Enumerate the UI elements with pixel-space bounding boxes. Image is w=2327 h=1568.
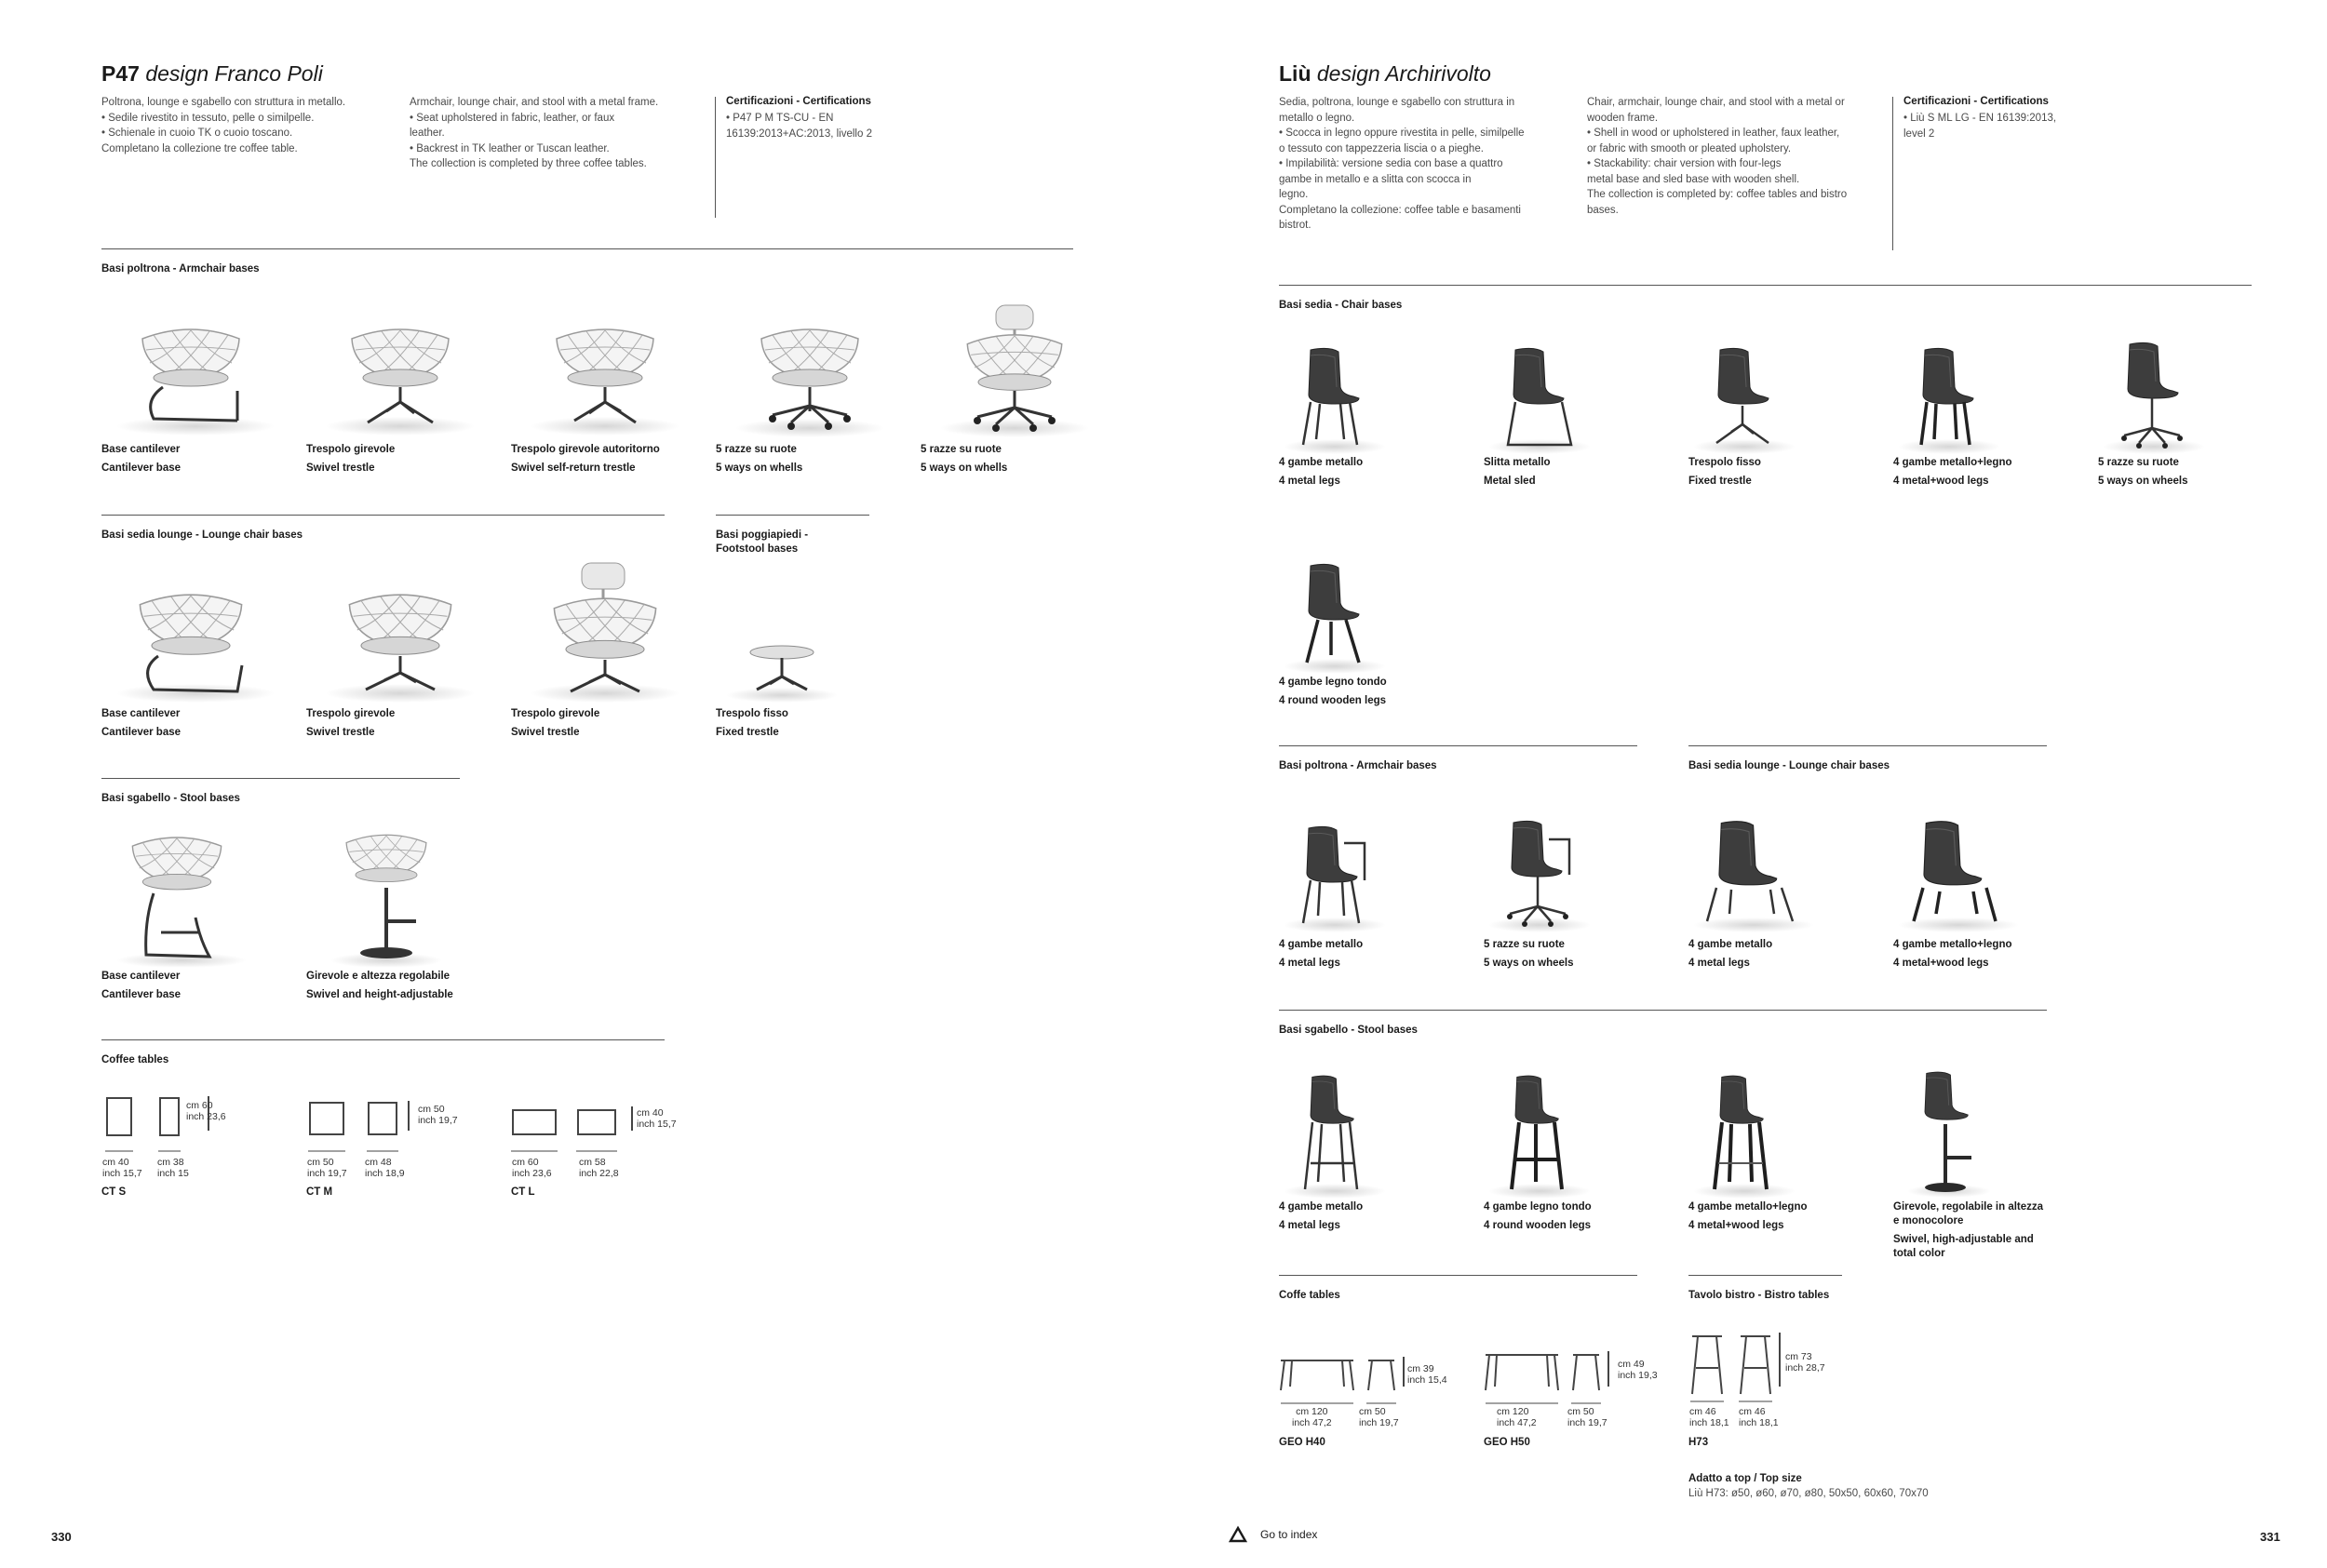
- left-stool-figure-swivel-adjustable: [312, 828, 489, 968]
- caption-en: 5 ways on whells: [921, 462, 1008, 474]
- right-bistro-width: cm 46 inch 18,1: [1689, 1406, 1729, 1428]
- left-cert-heading: Certificazioni - Certifications: [726, 96, 871, 107]
- caption-it: 4 gambe metallo+legno: [1893, 457, 2012, 468]
- caption-it: Girevole, regolabile in altezza e monocolore: [1893, 1201, 2044, 1226]
- left-lounge-rule: [101, 515, 665, 516]
- caption-it: Girevole e altezza regolabile: [306, 971, 451, 982]
- caption-en: Metal sled: [1484, 476, 1536, 487]
- left-armchair-figure-self-return: [517, 298, 693, 437]
- caption-en: Swivel trestle: [306, 462, 375, 474]
- right-desc-it: Sedia, poltrona, lounge e sgabello con struttura in metallo o legno. • Scocca in legno oppure rivestita in pelle, similpelle o tessuto con tappezzeria liscia o a pieghe. • Impilabilità: versione sedia con base a quattro gambe in metallo e a slitta con scocca in legno. Completano la collezione: coffee table e basamenti bistrot.: [1279, 97, 1525, 231]
- caption-en: Fixed trestle: [716, 727, 779, 738]
- left-page-number: 330: [51, 1530, 72, 1544]
- left-cert-text: • P47 P M TS-CU - EN 16139:2013+AC:2013, livello 2: [726, 113, 872, 140]
- caption-it: Base cantilever: [101, 444, 181, 455]
- right-geo-h50-width: cm 120 inch 47,2: [1497, 1406, 1537, 1428]
- caption-en: Swivel trestle: [306, 727, 375, 738]
- right-lounge-figure-4-metal: [1688, 810, 1847, 935]
- right-chair-figure-wheels: [2098, 335, 2256, 456]
- right-lounge-caption-1: [1688, 938, 1772, 971]
- right-top-size-heading: Adatto a top / Top size: [1688, 1473, 1802, 1484]
- left-ct-s-code: CT S: [101, 1186, 127, 1198]
- left-ct-m-height: cm 50 inch 19,7: [418, 1104, 458, 1126]
- left-ct-s-width: cm 40 inch 15,7: [102, 1157, 142, 1179]
- right-chair-caption-3: [1688, 456, 1761, 489]
- right-geo-h40-width: cm 120 inch 47,2: [1292, 1406, 1332, 1428]
- caption-en: 4 round wooden legs: [1484, 1220, 1592, 1231]
- left-coffee-heading: Coffee tables: [101, 1054, 169, 1065]
- caption-it: 5 razze su ruote: [1484, 939, 1565, 950]
- left-armchair-heading: Basi poltrona - Armchair bases: [101, 263, 260, 275]
- right-cert-heading: Certificazioni - Certifications: [1903, 96, 2049, 107]
- right-stool-figure-round-wood: [1484, 1070, 1642, 1200]
- right-geo-h50-code: GEO H50: [1484, 1437, 1530, 1448]
- right-lounge-rule: [1688, 745, 2047, 746]
- caption-en: 5 ways on whells: [716, 462, 803, 474]
- left-lounge-figure-swivel-headrest: [517, 563, 693, 703]
- left-lounge-caption-3: [511, 707, 599, 740]
- left-armchair-caption-2: [306, 443, 395, 476]
- left-product-name: P47: [101, 61, 140, 86]
- right-cert-divider: [1892, 97, 1893, 250]
- right-stool-heading: Basi sgabello - Stool bases: [1279, 1025, 1418, 1036]
- caption-en: 4 metal legs: [1279, 476, 1340, 487]
- right-stool-caption-1: [1279, 1200, 1363, 1233]
- left-ct-m-width: cm 50 inch 19,7: [307, 1157, 347, 1179]
- caption-en: 4 metal+wood legs: [1688, 1220, 1784, 1231]
- left-lounge-figure-cantilever: [107, 563, 284, 703]
- right-designer: design Archirivolto: [1316, 61, 1491, 86]
- left-ct-l-height: cm 40 inch 15,7: [637, 1107, 677, 1130]
- right-stool-figure-metal-wood: [1688, 1070, 1847, 1200]
- caption-it: 4 gambe metallo: [1279, 457, 1364, 468]
- right-product-name: Liù: [1279, 61, 1311, 86]
- go-to-index-label: Go to index: [1260, 1528, 1318, 1541]
- right-chair-figure-sled: [1484, 335, 1642, 456]
- caption-it: 4 gambe metallo: [1279, 939, 1364, 950]
- right-header-rule: [1279, 285, 2252, 286]
- caption-en: Swivel and height-adjustable: [306, 989, 453, 1000]
- triangle-logo-icon: [1229, 1526, 1247, 1543]
- caption-it: Trespolo girevole autoritorno: [511, 444, 660, 455]
- left-stool-figure-cantilever: [107, 828, 284, 968]
- right-stool-caption-2: [1484, 1200, 1592, 1233]
- left-footstool-caption-1: [716, 707, 788, 740]
- right-geo-h40-code: GEO H40: [1279, 1437, 1325, 1448]
- right-chair-figure-round-wood: [1279, 558, 1437, 675]
- caption-it: 4 gambe metallo+legno: [1893, 939, 2012, 950]
- right-stool-figure-4-metal: [1279, 1070, 1437, 1200]
- caption-en: Fixed trestle: [1688, 476, 1752, 487]
- caption-it: Slitta metallo: [1484, 457, 1551, 468]
- caption-en: 4 metal legs: [1279, 1220, 1340, 1231]
- right-stool-caption-4: [1893, 1200, 2043, 1261]
- right-armchair-caption-1: [1279, 938, 1363, 971]
- left-footstool-rule: [716, 515, 869, 516]
- caption-en: 4 metal legs: [1688, 958, 1750, 969]
- right-bistro-code: H73: [1688, 1437, 1709, 1448]
- left-lounge-caption-1: [101, 707, 181, 740]
- right-bistro-drawing: [1688, 1331, 1800, 1405]
- right-armchair-caption-2: [1484, 938, 1574, 971]
- right-coffee-heading: Coffe tables: [1279, 1290, 1340, 1301]
- left-coffee-rule: [101, 1039, 665, 1040]
- caption-en: Cantilever base: [101, 989, 182, 1000]
- right-chair-caption-2: [1484, 456, 1551, 489]
- right-stool-figure-swivel: [1893, 1070, 2051, 1200]
- left-footstool-figure: [721, 563, 870, 703]
- right-stool-rule: [1279, 1010, 2047, 1011]
- caption-en: 5 ways on wheels: [2098, 476, 2188, 487]
- caption-en: Cantilever base: [101, 462, 182, 474]
- left-armchair-caption-3: [511, 443, 660, 476]
- caption-it: 4 gambe legno tondo: [1279, 677, 1387, 688]
- left-lounge-caption-2: [306, 707, 395, 740]
- go-to-index-link[interactable]: [1229, 1526, 1317, 1543]
- caption-en: 4 metal+wood legs: [1893, 958, 1989, 969]
- left-armchair-figure-swivel: [312, 298, 489, 437]
- left-footstool-heading: Basi poggiapiedi - Footstool bases: [716, 529, 809, 555]
- left-lounge-figure-swivel: [312, 563, 489, 703]
- caption-en: Cantilever base: [101, 727, 182, 738]
- right-chair-caption-4: [1893, 456, 2012, 489]
- left-armchair-caption-1: [101, 443, 181, 476]
- caption-it: Trespolo girevole: [306, 708, 396, 719]
- left-armchair-caption-4: [716, 443, 802, 476]
- caption-it: 4 gambe legno tondo: [1484, 1201, 1592, 1213]
- caption-it: Trespolo girevole: [306, 444, 396, 455]
- left-ct-l-code: CT L: [511, 1186, 535, 1198]
- left-stool-heading: Basi sgabello - Stool bases: [101, 793, 240, 804]
- caption-en: Swivel, high-adjustable and total color: [1893, 1234, 2034, 1259]
- left-armchair-figure-wheels: [721, 298, 898, 437]
- right-product-title: [1279, 61, 1491, 87]
- caption-it: 4 gambe metallo: [1688, 939, 1773, 950]
- right-geo-h40-depth: cm 50 inch 19,7: [1359, 1406, 1399, 1428]
- caption-en: 5 ways on wheels: [1484, 958, 1574, 969]
- left-armchair-caption-5: [921, 443, 1007, 476]
- right-armchair-figure-4-metal: [1279, 810, 1437, 935]
- left-lounge-heading: Basi sedia lounge - Lounge chair bases: [101, 529, 303, 541]
- right-geo-h50-depth: cm 50 inch 19,7: [1567, 1406, 1607, 1428]
- left-stool-caption-1: [101, 970, 181, 1002]
- left-header-rule: [101, 248, 1073, 249]
- left-ct-s-height: cm 60 inch 23,6: [186, 1100, 226, 1122]
- right-bistro-rule: [1688, 1275, 1842, 1276]
- caption-it: Trespolo fisso: [1688, 457, 1761, 468]
- caption-it: 5 razze su ruote: [921, 444, 1002, 455]
- right-bistro-height: cm 73 inch 28,7: [1785, 1351, 1825, 1374]
- left-product-title: [101, 61, 323, 87]
- right-lounge-caption-2: [1893, 938, 2012, 971]
- left-armchair-figure-cantilever: [107, 298, 284, 437]
- right-chair-heading: Basi sedia - Chair bases: [1279, 300, 1403, 311]
- right-cert-text: • Liù S ML LG - EN 16139:2013, level 2: [1903, 113, 2057, 140]
- right-chair-figure-fixed-trestle: [1688, 335, 1847, 456]
- left-ct-s-depth: cm 38 inch 15: [157, 1157, 189, 1179]
- caption-en: Swivel trestle: [511, 727, 580, 738]
- right-desc-en: Chair, armchair, lounge chair, and stool with a metal or wooden frame. • Shell in wood or upholstered in leather, faux leather, or fabric with smooth or pleated upholstery. • Stackability: chair version with four-legs metal base and sled base with wooden shell. The collection is completed by: coffee tables and bistro bases.: [1587, 97, 1848, 216]
- right-armchair-heading: Basi poltrona - Armchair bases: [1279, 760, 1437, 771]
- caption-it: 5 razze su ruote: [2098, 457, 2179, 468]
- caption-it: Trespolo fisso: [716, 708, 788, 719]
- caption-it: 5 razze su ruote: [716, 444, 797, 455]
- left-stool-rule: [101, 778, 460, 779]
- left-desc-en: Armchair, lounge chair, and stool with a metal frame. • Seat upholstered in fabric, leather, or faux leather. • Backrest in TK leather or Tuscan leather. The collection is completed by three coffee tables.: [410, 97, 659, 169]
- left-ct-l-width: cm 60 inch 23,6: [512, 1157, 552, 1179]
- left-ct-l-depth: cm 58 inch 22,8: [579, 1157, 619, 1179]
- right-armchair-figure-wheels: [1484, 810, 1642, 935]
- right-coffee-rule: [1279, 1275, 1637, 1276]
- caption-it: Base cantilever: [101, 971, 181, 982]
- right-chair-caption-6: [1279, 676, 1387, 708]
- right-chair-figure-metal-wood: [1893, 335, 2051, 456]
- caption-it: Base cantilever: [101, 708, 181, 719]
- right-chair-caption-5: [2098, 456, 2188, 489]
- right-stool-caption-3: [1688, 1200, 1808, 1233]
- caption-en: 4 round wooden legs: [1279, 695, 1387, 706]
- caption-it: Trespolo girevole: [511, 708, 600, 719]
- left-cert-divider: [715, 97, 716, 218]
- right-bistro-depth: cm 46 inch 18,1: [1739, 1406, 1779, 1428]
- left-desc-it: Poltrona, lounge e sgabello con struttura in metallo. • Sedile rivestito in tessuto, pelle o similpelle. • Schienale in cuoio TK o cuoio toscano. Completano la collezione tre coffee table.: [101, 97, 346, 154]
- left-ct-m-depth: cm 48 inch 18,9: [365, 1157, 405, 1179]
- right-chair-caption-1: [1279, 456, 1363, 489]
- right-geo-h50-height: cm 49 inch 19,3: [1618, 1359, 1658, 1381]
- right-armchair-rule: [1279, 745, 1637, 746]
- right-geo-h40-height: cm 39 inch 15,4: [1407, 1363, 1447, 1386]
- right-bistro-heading: Tavolo bistro - Bistro tables: [1688, 1290, 1830, 1301]
- left-ct-m-code: CT M: [306, 1186, 333, 1198]
- right-lounge-heading: Basi sedia lounge - Lounge chair bases: [1688, 760, 1890, 771]
- caption-it: 4 gambe metallo: [1279, 1201, 1364, 1213]
- right-top-size-text: Liù H73: ø50, ø60, ø70, ø80, 50x50, 60x60, 70x70: [1688, 1488, 1929, 1499]
- left-armchair-figure-wheels-headrest: [926, 298, 1103, 437]
- right-lounge-figure-metal-wood: [1893, 810, 2051, 935]
- caption-en: Swivel self-return trestle: [511, 462, 636, 474]
- right-page-number: 331: [2260, 1530, 2280, 1544]
- caption-en: 4 metal+wood legs: [1893, 476, 1989, 487]
- right-chair-figure-4-metal: [1279, 335, 1437, 456]
- left-designer: design Franco Poli: [145, 61, 323, 86]
- caption-en: 4 metal legs: [1279, 958, 1340, 969]
- left-stool-caption-2: [306, 970, 453, 1002]
- caption-it: 4 gambe metallo+legno: [1688, 1201, 1808, 1213]
